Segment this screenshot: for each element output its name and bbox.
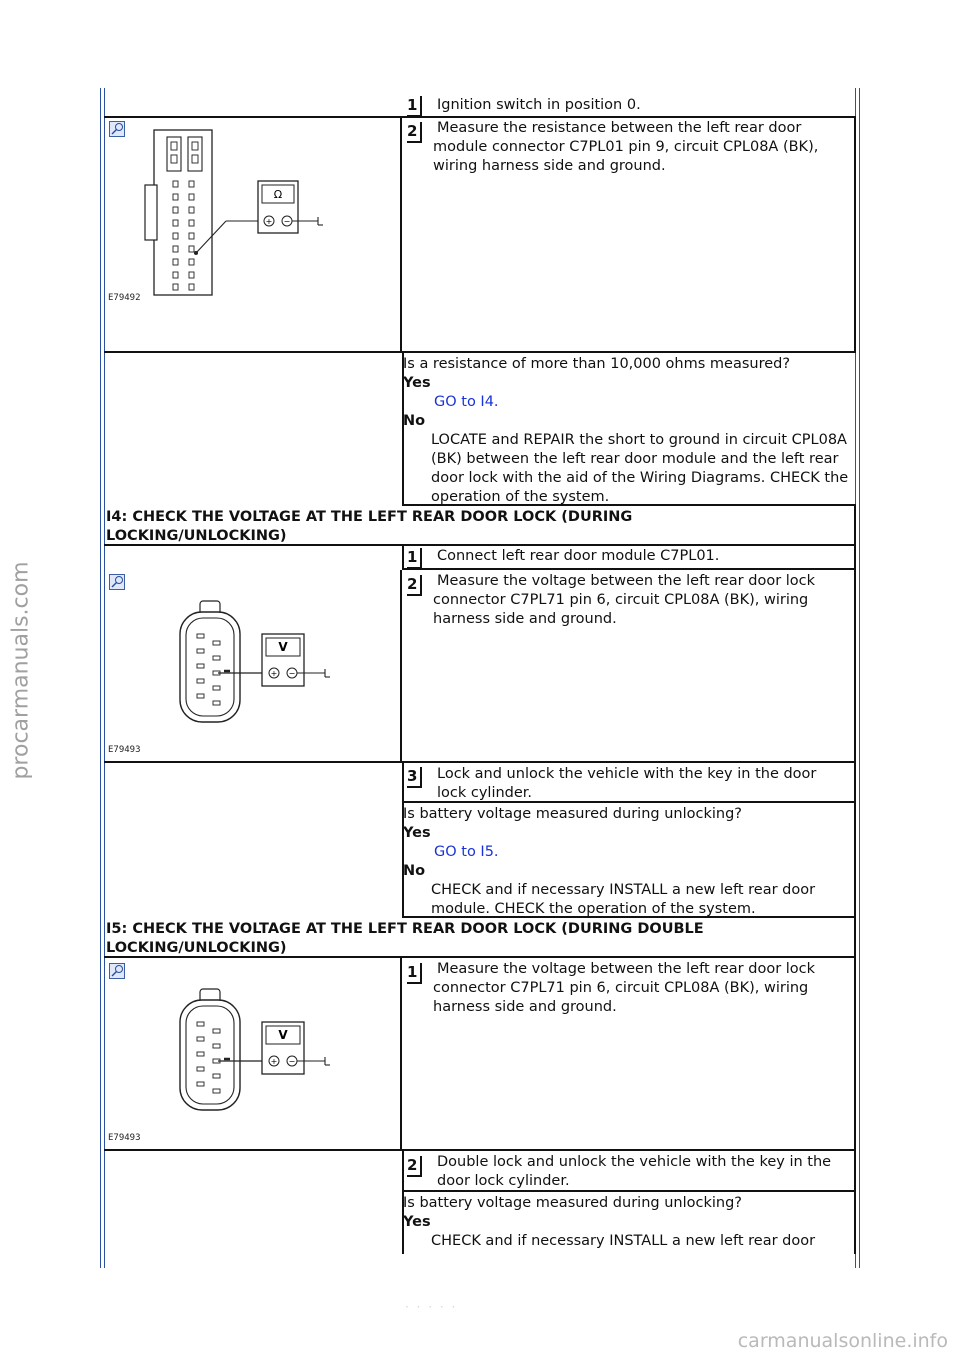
step-text: Double lock and unlock the vehicle with the key in the door lock cylinder. bbox=[437, 1154, 832, 1189]
section-heading-i4: I4: CHECK THE VOLTAGE AT THE LEFT REAR DOOR LOCK (DURING LOCKING/UNLOCKING) bbox=[106, 509, 633, 544]
step-text: Measure the voltage between the left rear door lock connector C7PL71 pin 6, circuit CPL08A (BK), wiring harness side and ground. bbox=[433, 573, 816, 627]
figure-label: E79492 bbox=[108, 293, 141, 303]
step-number: 2 bbox=[407, 1156, 422, 1177]
no-label: No bbox=[403, 413, 426, 429]
svg-text:V: V bbox=[278, 640, 288, 654]
page-number: · · · · · bbox=[405, 1300, 458, 1314]
yes-label: Yes bbox=[403, 1214, 431, 1230]
step-number: 1 bbox=[407, 963, 422, 984]
step-text: Measure the voltage between the left rear door lock connector C7PL71 pin 6, circuit CPL08A (BK), wiring harness side and ground. bbox=[433, 961, 816, 1015]
yes-action-text: CHECK and if necessary INSTALL a new left rear door bbox=[431, 1233, 816, 1249]
svg-text:−: − bbox=[283, 217, 291, 226]
go-to-i5-link[interactable]: GO to I5. bbox=[434, 844, 499, 860]
zoom-icon[interactable] bbox=[109, 963, 125, 979]
go-to-i4-link[interactable]: GO to I4. bbox=[434, 394, 499, 410]
question-block bbox=[403, 805, 853, 919]
question-block bbox=[403, 355, 853, 507]
svg-text:−: − bbox=[288, 1057, 296, 1066]
step-number: 2 bbox=[407, 122, 422, 143]
left-margin-rule bbox=[100, 88, 101, 1268]
zoom-icon[interactable] bbox=[109, 574, 125, 590]
no-label: No bbox=[403, 863, 426, 879]
svg-text:+: + bbox=[270, 1057, 278, 1066]
door-lock-connector-diagram bbox=[170, 986, 370, 1126]
step-number: 1 bbox=[407, 548, 422, 569]
question-block bbox=[403, 1194, 853, 1251]
module-connector-diagram bbox=[140, 125, 380, 315]
no-action-text: LOCATE and REPAIR the short to ground in circuit CPL08A (BK) between the left rear door module and the left rear door lock with the aid of the Wiring Diagrams. CHECK the operation of the system. bbox=[431, 432, 849, 505]
question-text: Is battery voltage measured during unlocking? bbox=[403, 1195, 742, 1211]
svg-text:Ω: Ω bbox=[273, 188, 283, 201]
bottom-watermark: carmanualsonline.info bbox=[737, 1330, 948, 1352]
step-number: 3 bbox=[407, 767, 422, 788]
step-text: Ignition switch in position 0. bbox=[437, 97, 641, 113]
step-number: 1 bbox=[407, 96, 422, 117]
question-text: Is battery voltage measured during unlocking? bbox=[403, 806, 742, 822]
step-text: Connect left rear door module C7PL01. bbox=[437, 548, 720, 564]
question-text: Is a resistance of more than 10,000 ohms measured? bbox=[403, 356, 791, 372]
side-watermark: procarmanuals.com bbox=[8, 560, 34, 780]
svg-text:−: − bbox=[288, 669, 296, 678]
door-lock-connector-diagram bbox=[170, 598, 370, 738]
zoom-icon[interactable] bbox=[109, 121, 125, 137]
svg-text:+: + bbox=[270, 669, 278, 678]
figure-label: E79493 bbox=[108, 745, 141, 755]
step-number: 2 bbox=[407, 575, 422, 596]
figure-label: E79493 bbox=[108, 1133, 141, 1143]
yes-label: Yes bbox=[403, 825, 431, 841]
section-heading-i5: I5: CHECK THE VOLTAGE AT THE LEFT REAR DOOR LOCK (DURING DOUBLE LOCKING/UNLOCKING) bbox=[106, 921, 704, 956]
yes-label: Yes bbox=[403, 375, 431, 391]
step-text: Measure the resistance between the left rear door module connector C7PL01 pin 9, circuit CPL08A (BK), wiring harness side and ground. bbox=[433, 120, 819, 174]
step-text: Lock and unlock the vehicle with the key in the door lock cylinder. bbox=[437, 766, 817, 801]
svg-text:+: + bbox=[265, 217, 273, 226]
no-action-text: CHECK and if necessary INSTALL a new left rear door module. CHECK the operation of the system. bbox=[431, 882, 816, 917]
right-margin-rule-inner bbox=[859, 88, 860, 1268]
svg-text:V: V bbox=[278, 1028, 288, 1042]
